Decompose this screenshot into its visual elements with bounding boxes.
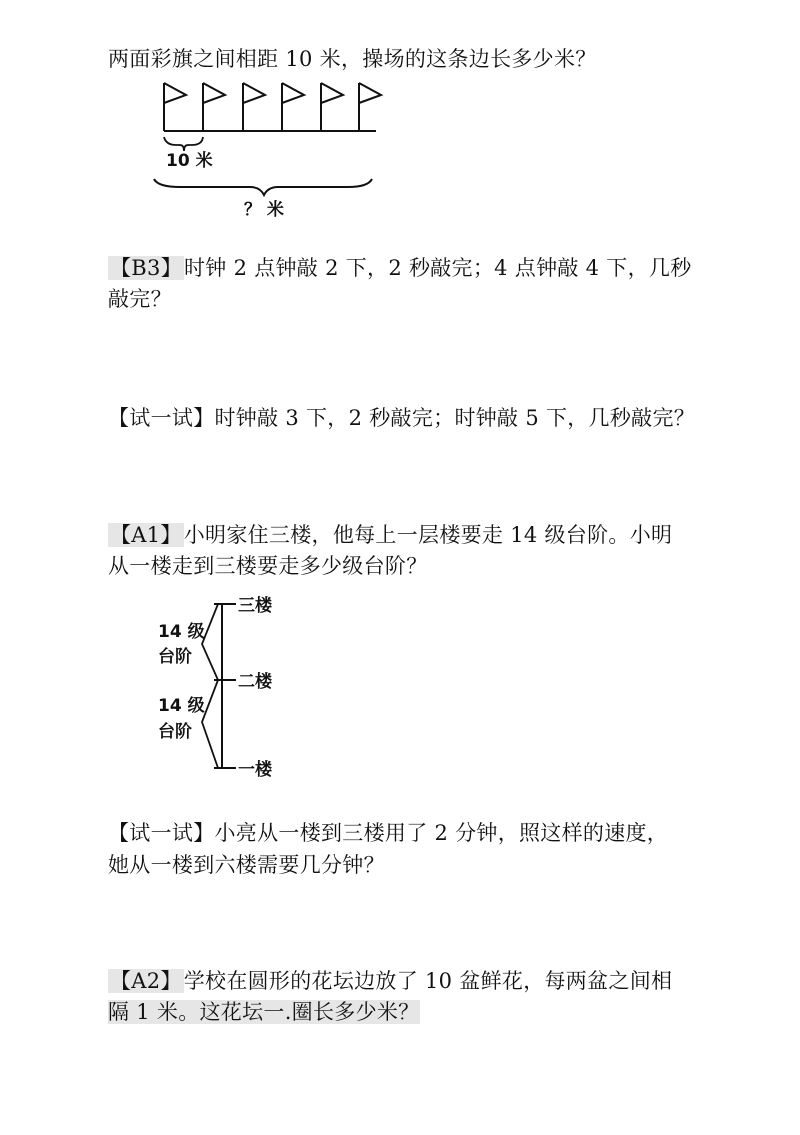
flag-icon xyxy=(203,83,225,131)
steps-lower-line1: 14 级 xyxy=(158,696,205,716)
upper-bracket xyxy=(202,604,218,680)
total-label: ？ 米 xyxy=(244,200,284,220)
floor1-label: 一楼 xyxy=(238,760,272,780)
try-2-tag: 【试一试】 xyxy=(108,821,215,845)
problem-a2-tag: 【A2】 xyxy=(110,969,182,993)
problem-a1-tag: 【A1】 xyxy=(110,523,182,547)
floor3-label: 三楼 xyxy=(238,596,272,616)
problem-a1-line1 xyxy=(108,520,672,550)
small-brace xyxy=(164,137,203,151)
problem-b3-tag: 【B3】 xyxy=(110,256,182,280)
flag-icon xyxy=(282,83,304,131)
try-1-text: 时钟敲 3 下，2 秒敲完；时钟敲 5 下，几秒敲完？ xyxy=(214,406,696,430)
try-2-line2: 她从一楼到六楼需要几分钟？ xyxy=(108,853,385,877)
lower-bracket xyxy=(202,680,218,768)
flag-problem-text: 两面彩旗之间相距 10 米，操场的这条边长多少米？ xyxy=(108,47,597,71)
problem-a2-text1: 学校在圆形的花坛边放了 10 盆鲜花，每两盆之间相 xyxy=(183,969,673,993)
problem-a1-text1: 小明家住三楼，他每上一层楼要走 14 级台阶。小明 xyxy=(183,523,673,547)
try-2-line1 xyxy=(108,818,668,848)
floor2-label: 二楼 xyxy=(238,672,272,692)
problem-b3-text1: 时钟 2 点钟敲 2 下，2 秒敲完；4 点钟敲 4 下，几秒 xyxy=(184,256,692,280)
flag-icon xyxy=(359,83,381,131)
problem-a2-text2: 隔 1 米。这花坛一.圈长多少米？ xyxy=(108,1000,420,1024)
problem-a2-line2 xyxy=(108,997,420,1027)
problem-b3-line2: 敲完？ xyxy=(108,287,172,311)
problem-a2-line1 xyxy=(108,966,672,996)
flag-icon xyxy=(321,83,343,131)
problem-a1-line2: 从一楼走到三楼要走多少级台阶？ xyxy=(108,554,428,578)
segment-label: 10 米 xyxy=(166,151,213,171)
problem-b3-line1 xyxy=(108,253,692,283)
flag-diagram xyxy=(140,75,400,225)
steps-upper-line1: 14 级 xyxy=(158,622,205,642)
steps-lower-line2: 台阶 xyxy=(158,722,192,742)
big-brace xyxy=(154,179,372,195)
flag-icon xyxy=(243,83,265,131)
try-2-text1: 小亮从一楼到三楼用了 2 分钟，照这样的速度， xyxy=(214,821,669,845)
steps-upper-line2: 台阶 xyxy=(158,647,192,667)
flag-icon xyxy=(164,83,186,131)
try-1-tag: 【试一试】 xyxy=(108,406,215,430)
try-1-line xyxy=(108,403,695,433)
stairs-diagram xyxy=(150,590,300,790)
